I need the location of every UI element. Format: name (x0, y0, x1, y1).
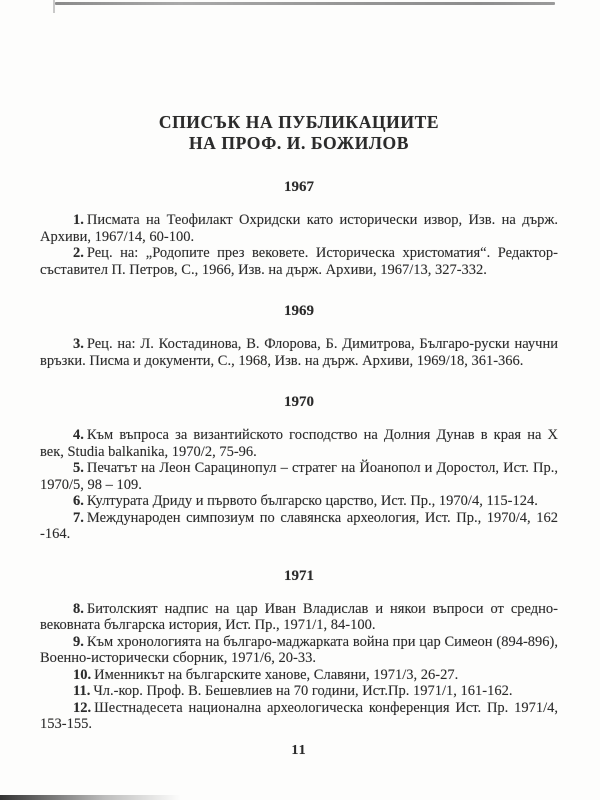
item-text: Именникът на българските ханове, Славяни, 1971/3, 26-27. (94, 666, 459, 683)
item-number: 8. (73, 600, 84, 617)
item-number: 5. (73, 460, 84, 476)
item-number: 3. (73, 336, 84, 352)
item-number: 9. (73, 633, 84, 650)
item-number: 7. (73, 509, 84, 526)
year-heading-1970: 1970 (284, 394, 314, 410)
page-number: 11 (291, 742, 307, 758)
publication-item (40, 460, 558, 493)
year-heading-1971: 1971 (284, 567, 314, 584)
publication-item (40, 667, 558, 684)
item-text: Културата Дриду и първото българско царство, Ист. Пр., 1970/4, 115-124. (86, 493, 538, 509)
page-title-line2: НА ПРОФ. И. БОЖИЛОВ (188, 133, 410, 153)
item-number: 11. (73, 683, 91, 699)
publication-item (40, 683, 558, 700)
scan-artifact-bottom-smudge (0, 795, 190, 800)
item-text: Шестнадесета национална археологическа конференция Ист. Пр. 1971/4, 153-155. (40, 699, 558, 732)
scan-artifact-top-line (55, 2, 555, 5)
item-text: Печатът на Леон Сарацинопул – стратег на Йоанопол и Доростол, Ист. Пр., 1970/5, 98 – 109. (40, 460, 558, 493)
item-text: Рец. на: „Родопите през вековете. Историческа христоматия“. Редактор-съставител П. Петров, С., 1966, Изв. на държ. Архиви, 1967/13, 327-332. (40, 245, 558, 278)
publication-item (40, 601, 558, 634)
item-number: 1. (73, 212, 84, 228)
page-content (0, 112, 600, 759)
publication-item (40, 212, 558, 245)
page-title (40, 112, 558, 154)
publication-item (40, 245, 558, 278)
publication-item (40, 510, 558, 543)
item-number: 6. (73, 493, 84, 509)
item-text: Рец. на: Л. Костадинова, В. Флорова, Б. Димитрова, Българо-руски научни връзки. Писма и документи, С., 1968, Изв. на държ. Архиви, 1969/18, 361-366. (40, 336, 558, 369)
year-heading-1967: 1967 (284, 179, 314, 195)
publication-item (40, 427, 558, 460)
publication-item (40, 493, 558, 510)
item-number: 4. (73, 427, 84, 443)
item-number: 2. (73, 245, 84, 261)
item-number: 12. (73, 699, 92, 716)
item-text: Международен симпозиум по славянска археология, Ист. Пр., 1970/4, 162 -164. (40, 509, 558, 542)
item-text: Към хронологията на българо-маджарката война при цар Симеон (894-896), Военно-исторически сборник, 1971/6, 20-33. (40, 633, 558, 666)
item-text: Битолският надпис на цар Иван Владислав и някои въпроси от средно-вековната българска история, Ист. Пр., 1971/1, 84-100. (40, 600, 558, 633)
item-number: 10. (73, 666, 92, 683)
item-text: Чл.-кор. Проф. В. Бешевлиев на 70 години, Ист.Пр. 1971/1, 161-162. (93, 683, 513, 699)
publication-item (40, 336, 558, 369)
publication-item (40, 634, 558, 667)
item-text: Към въпроса за византийското господство на Долния Дунав в края на X век, Studia balkanika, 1970/2, 75-96. (40, 427, 558, 460)
page-title-line1: СПИСЪК НА ПУБЛИКАЦИИТЕ (158, 112, 440, 132)
publication-item (40, 700, 558, 733)
year-heading-1969: 1969 (284, 303, 314, 319)
scan-artifact-corner-tick (53, 0, 55, 13)
item-text: Писмата на Теофилакт Охридски като исторически извор, Изв. на държ. Архиви, 1967/14, 60-100. (40, 212, 558, 245)
